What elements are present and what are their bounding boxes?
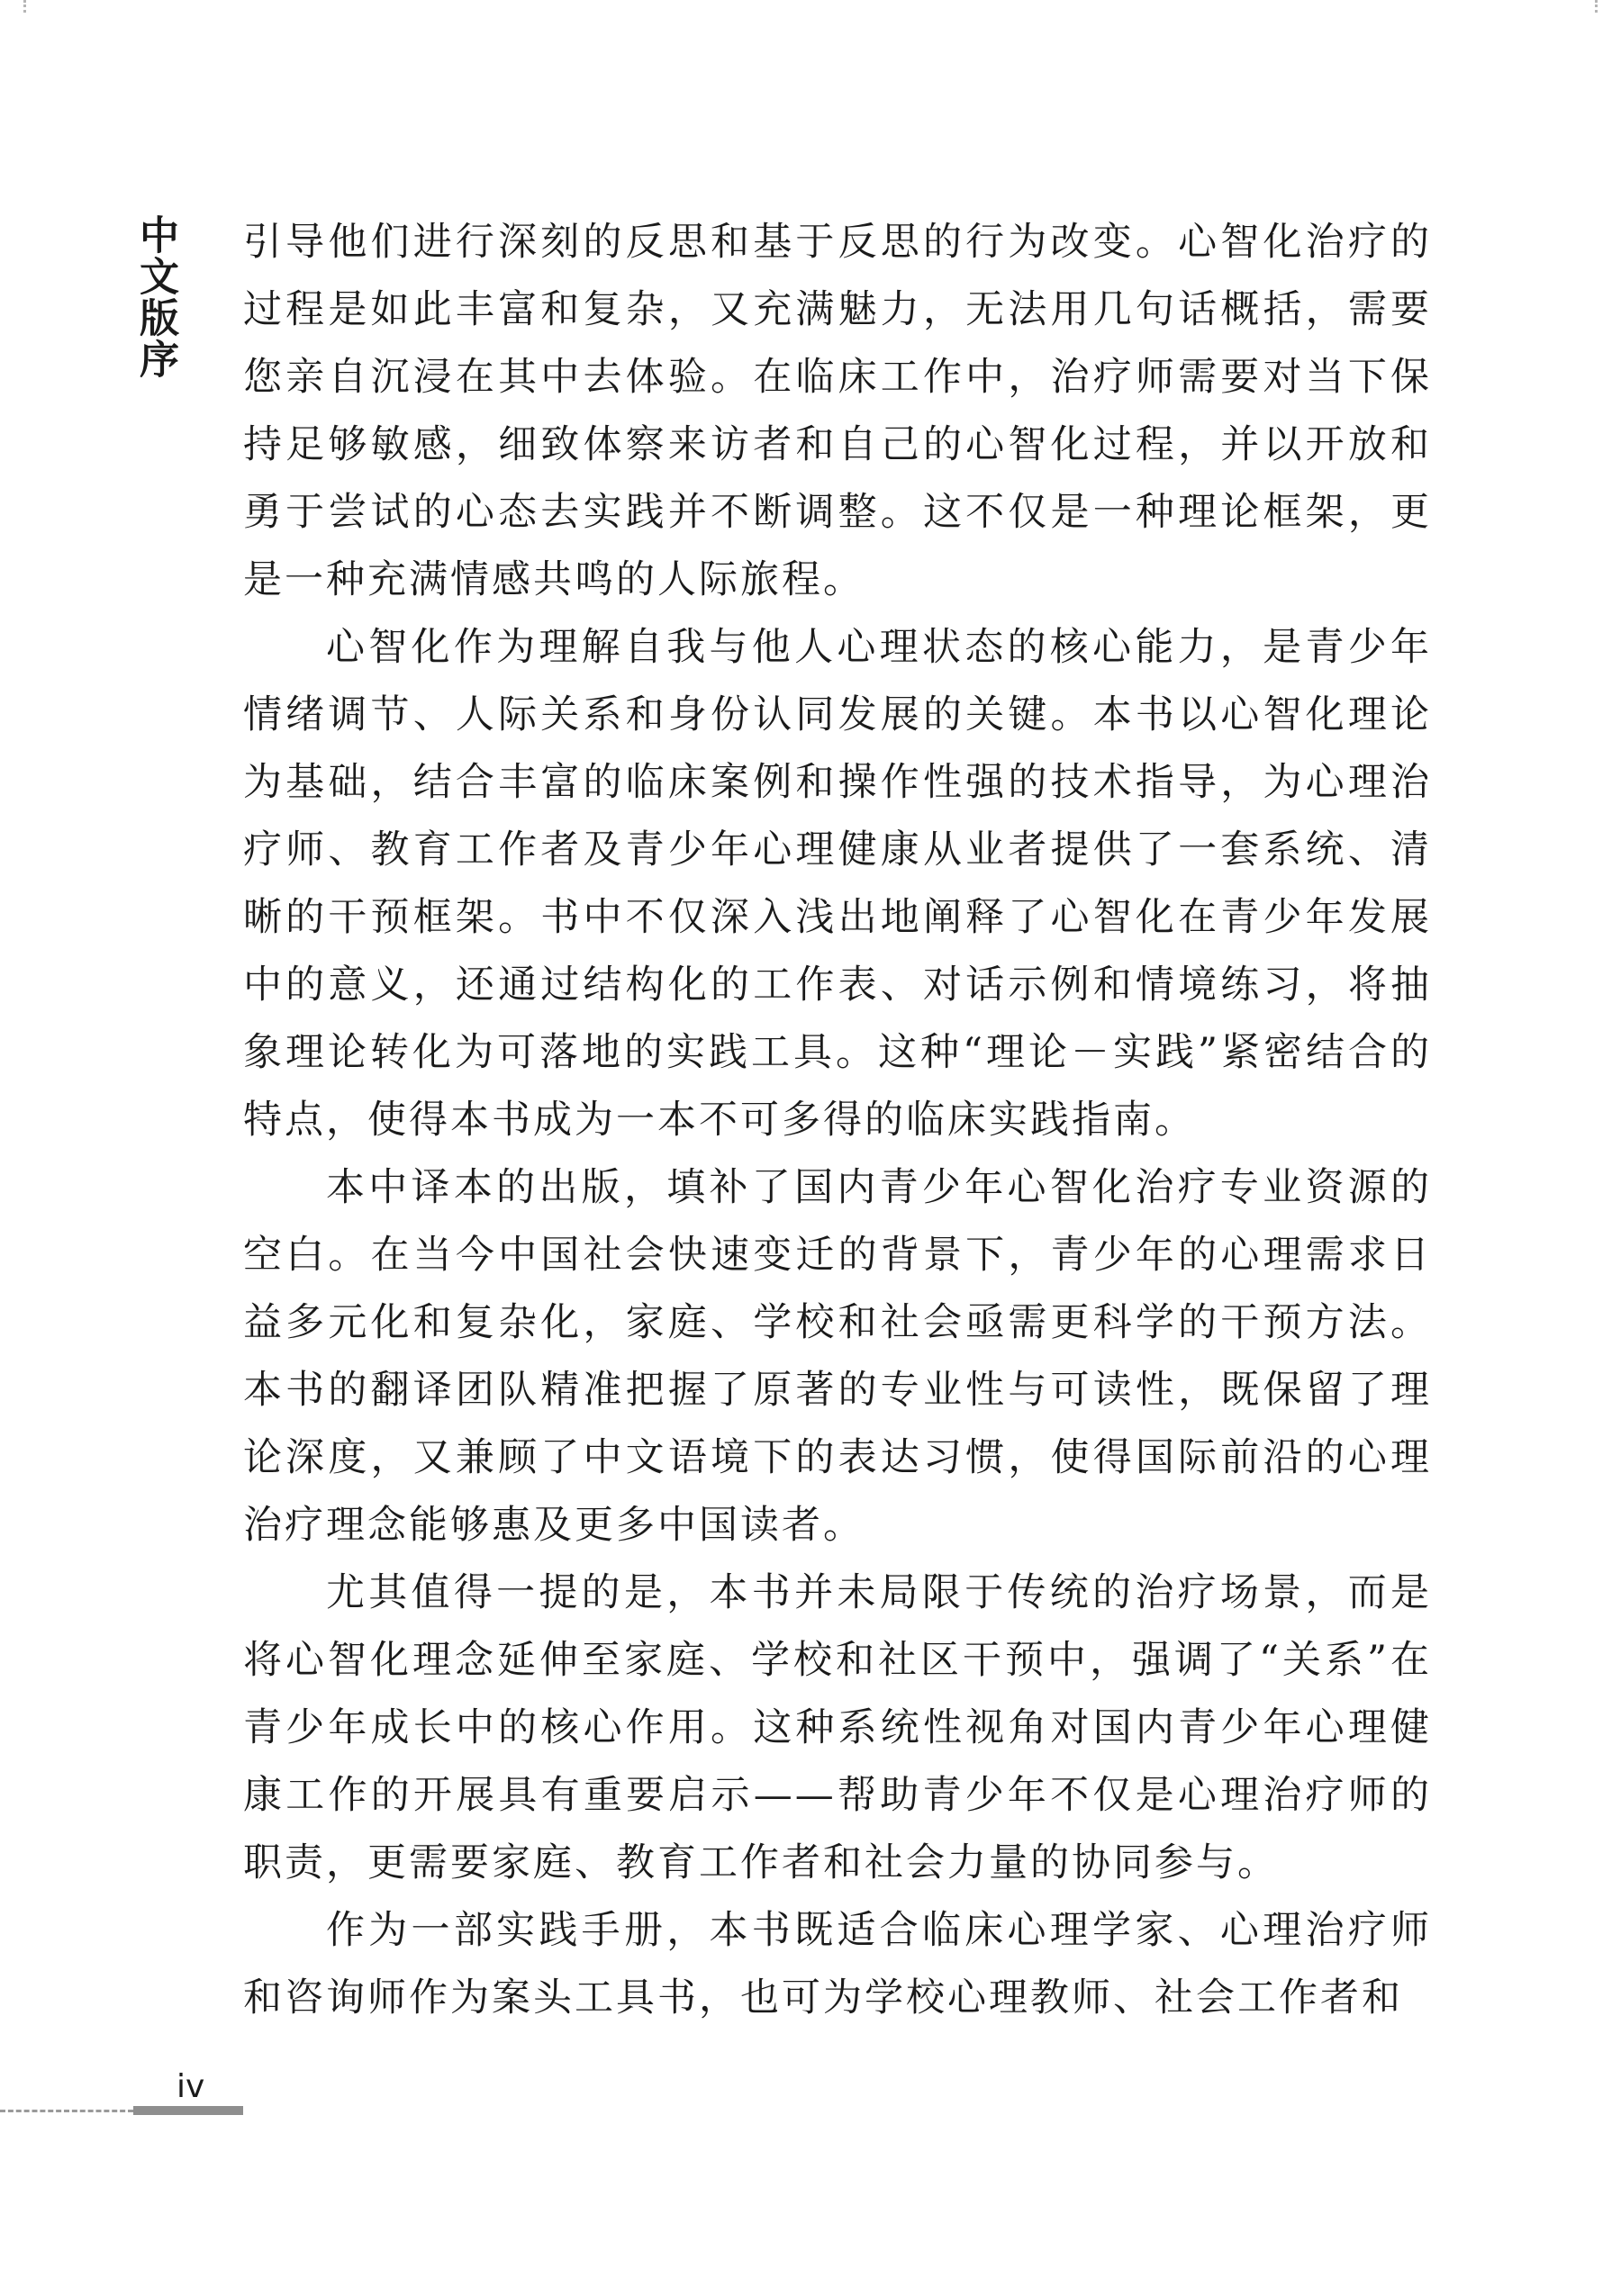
footer-dashed-rule [0, 2110, 133, 2112]
crop-mark-right [1595, 0, 1621, 13]
paragraph: 尤其值得一提的是，本书并未局限于传统的治疗场景，而是将心智化理念延伸至家庭、学校和社区干预中，强调了“关系”在青少年成长中的核心作用。这种系统性视角对国内青少年心理健康工作的开展具有重要启示——帮助青少年不仅是心理治疗师的职责，更需要家庭、教育工作者和社会力量的协同参与。 [243, 1570, 1432, 1885]
paragraph: 作为一部实践手册，本书既适合临床心理学家、心理治疗师和咨询师作为案头工具书，也可为学校心理教师、社会工作者和 [243, 1908, 1432, 2020]
paragraph-continued: 引导他们进行深刻的反思和基于反思的行为改变。心智化治疗的过程是如此丰富和复杂，又充满魅力，无法用几句话概括，需要您亲自沉浸在其中去体验。在临床工作中，治疗师需要对当下保持足够敏感，细致体察来访者和自己的心智化过程，并以开放和勇于尝试的心态去实践并不断调整。这不仅是一种理论框架，更是一种充满情感共鸣的人际旅程。 [243, 220, 1432, 602]
section-side-label: 中文版序 [132, 214, 178, 380]
paragraph: 本中译本的出版，填补了国内青少年心智化治疗专业资源的空白。在当今中国社会快速变迁的背景下，青少年的心理需求日益多元化和复杂化，家庭、学校和社会亟需更科学的干预方法。本书的翻译团队精准把握了原著的专业性与可读性，既保留了理论深度，又兼顾了中文语境下的表达习惯，使得国际前沿的心理治疗理念能够惠及更多中国读者。 [243, 1165, 1432, 1548]
paragraph: 心智化作为理解自我与他人心理状态的核心能力，是青少年情绪调节、人际关系和身份认同发展的关键。本书以心智化理论为基础，结合丰富的临床案例和操作性强的技术指导，为心理治疗师、教育工作者及青少年心理健康从业者提供了一套系统、清晰的干预框架。书中不仅深入浅出地阐释了心智化在青少年发展中的意义，还通过结构化的工作表、对话示例和情境练习，将抽象理论转化为可落地的实践工具。这种“理论－实践”紧密结合的特点，使得本书成为一本不可多得的临床实践指南。 [243, 625, 1432, 1143]
crop-mark-left [0, 0, 26, 13]
footer-bar [133, 2106, 243, 2115]
page-number: iv [177, 2068, 205, 2105]
body-text [243, 209, 1432, 2032]
